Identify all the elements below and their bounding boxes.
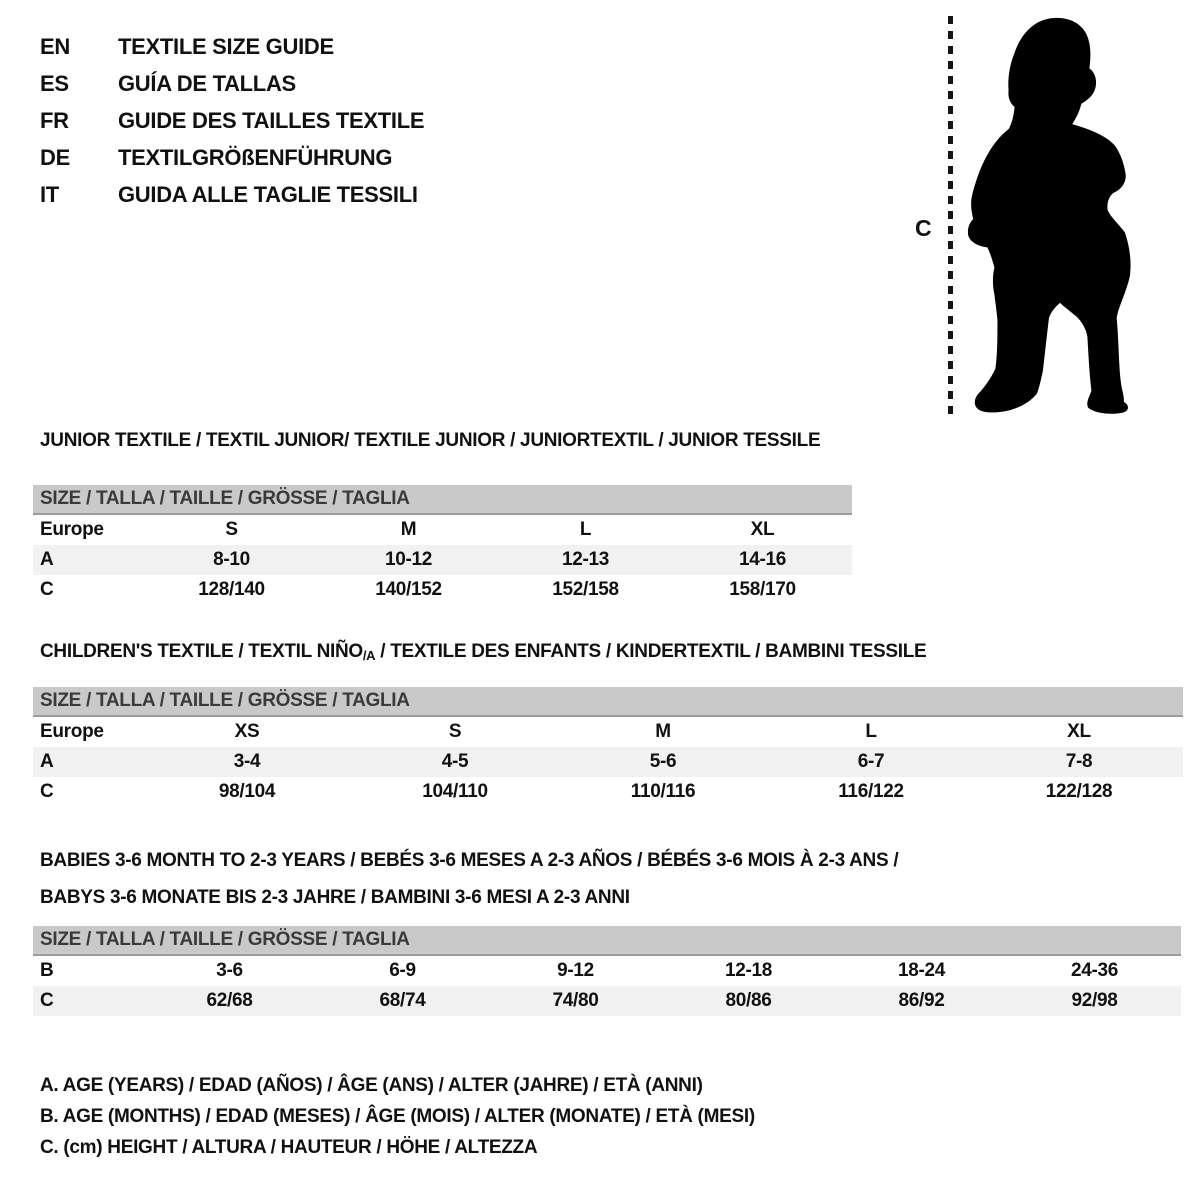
language-code: EN bbox=[40, 33, 70, 59]
table-row-height-cm bbox=[33, 986, 1181, 1016]
table-row-europe bbox=[33, 515, 852, 545]
height-cell: 104/110 bbox=[422, 781, 488, 802]
language-title: GUÍA DE TALLAS bbox=[118, 70, 296, 96]
children-table bbox=[33, 687, 1183, 807]
size-header-bar: SIZE / TALLA / TAILLE / GRÖSSE / TAGLIA bbox=[33, 485, 852, 515]
legend-age-months: B. AGE (MONTHS) / EDAD (MESES) / ÂGE (MOIS) / ALTER (MONATE) / ETÀ (MESI) bbox=[40, 1106, 755, 1127]
size-cell: XL bbox=[750, 519, 775, 540]
language-title: GUIDE DES TAILLES TEXTILE bbox=[118, 107, 425, 133]
size-cell: L bbox=[865, 721, 877, 742]
height-cell: 74/80 bbox=[552, 990, 599, 1011]
legend-age-years: A. AGE (YEARS) / EDAD (AÑOS) / ÂGE (ANS) / ALTER (JAHRE) / ETÀ (ANNI) bbox=[40, 1075, 703, 1096]
language-title: GUIDA ALLE TAGLIE TESSILI bbox=[118, 181, 418, 207]
height-cell: 140/152 bbox=[375, 579, 442, 600]
row-label: C bbox=[40, 579, 54, 600]
height-measure-label: C bbox=[915, 215, 932, 241]
size-cell: L bbox=[579, 519, 592, 540]
table-row-height-cm bbox=[33, 777, 1183, 807]
language-row-en bbox=[40, 28, 424, 65]
table-row-height-cm bbox=[33, 575, 852, 605]
language-row-fr bbox=[40, 102, 424, 139]
size-cell: S bbox=[448, 721, 462, 742]
height-cell: 116/122 bbox=[838, 781, 904, 802]
language-code: FR bbox=[40, 107, 69, 133]
height-cell: 98/104 bbox=[218, 781, 276, 802]
table-row-age-months bbox=[33, 956, 1181, 986]
language-code: DE bbox=[40, 144, 70, 170]
language-row-it bbox=[40, 176, 424, 213]
age-cell: 10-12 bbox=[384, 549, 433, 570]
row-label: Europe bbox=[40, 519, 104, 540]
babies-title-line1: BABIES 3-6 MONTH TO 2-3 YEARS / BEBÉS 3-6 MESES A 2-3 AÑOS / BÉBÉS 3-6 MOIS À 2-3 ANS / bbox=[40, 850, 899, 871]
size-cell: S bbox=[225, 519, 238, 540]
language-list bbox=[40, 28, 424, 213]
legend-height-cm: C. (cm) HEIGHT / ALTURA / HAUTEUR / HÖHE / ALTEZZA bbox=[40, 1137, 538, 1158]
height-cell: 122/128 bbox=[1045, 781, 1113, 802]
age-cell: 18-24 bbox=[897, 960, 946, 981]
babies-title-line2: BABYS 3-6 MONATE BIS 2-3 JAHRE / BAMBINI 3-6 MESI A 2-3 ANNI bbox=[40, 887, 630, 908]
age-cell: 6-7 bbox=[857, 751, 885, 772]
age-cell: 7-8 bbox=[1065, 751, 1093, 772]
legend bbox=[40, 1070, 755, 1163]
height-cell: 86/92 bbox=[898, 990, 945, 1011]
table-row-europe bbox=[33, 717, 1183, 747]
language-code: IT bbox=[40, 181, 59, 207]
age-cell: 24-36 bbox=[1070, 960, 1119, 981]
age-cell: 8-10 bbox=[213, 549, 250, 570]
height-cell: 110/116 bbox=[630, 781, 696, 802]
height-cell: 68/74 bbox=[379, 990, 426, 1011]
babies-table-title bbox=[40, 849, 898, 923]
age-cell: 5-6 bbox=[649, 751, 677, 772]
children-title-prefix: CHILDREN'S TEXTILE / TEXTIL NIÑO bbox=[40, 641, 363, 662]
size-cell: XS bbox=[234, 721, 260, 742]
children-title-subscript: /A bbox=[362, 648, 376, 663]
age-cell: 3-6 bbox=[216, 960, 243, 981]
language-row-de bbox=[40, 139, 424, 176]
height-cell: 92/98 bbox=[1071, 990, 1118, 1011]
age-cell: 9-12 bbox=[557, 960, 594, 981]
babies-table bbox=[33, 926, 1181, 1016]
height-cell: 62/68 bbox=[206, 990, 253, 1011]
height-measure-dashed-line bbox=[948, 16, 953, 418]
row-label: C bbox=[40, 990, 54, 1011]
size-header-bar: SIZE / TALLA / TAILLE / GRÖSSE / TAGLIA bbox=[33, 687, 1183, 717]
height-cell: 128/140 bbox=[198, 579, 265, 600]
junior-table bbox=[33, 485, 852, 605]
language-title: TEXTILE SIZE GUIDE bbox=[118, 33, 334, 59]
children-table-title bbox=[40, 641, 926, 663]
age-cell: 3-4 bbox=[233, 751, 261, 772]
height-cell: 158/170 bbox=[729, 579, 796, 600]
table-row-age-years bbox=[33, 747, 1183, 777]
table-row-age-years bbox=[33, 545, 852, 575]
row-label: A bbox=[40, 751, 54, 772]
toddler-silhouette-icon bbox=[966, 16, 1136, 416]
row-label: B bbox=[40, 960, 54, 981]
height-cell: 152/158 bbox=[552, 579, 619, 600]
row-label: A bbox=[40, 549, 54, 570]
size-header-bar: SIZE / TALLA / TAILLE / GRÖSSE / TAGLIA bbox=[33, 926, 1181, 956]
language-row-es bbox=[40, 65, 424, 102]
age-cell: 6-9 bbox=[389, 960, 416, 981]
age-cell: 14-16 bbox=[738, 549, 787, 570]
age-cell: 12-13 bbox=[561, 549, 610, 570]
size-cell: XL bbox=[1067, 721, 1091, 742]
language-title: TEXTILGRÖßENFÜHRUNG bbox=[118, 144, 393, 170]
height-cell: 80/86 bbox=[725, 990, 772, 1011]
junior-table-title: JUNIOR TEXTILE / TEXTIL JUNIOR/ TEXTILE JUNIOR / JUNIORTEXTIL / JUNIOR TESSILE bbox=[40, 430, 821, 451]
row-label: C bbox=[40, 781, 54, 802]
age-cell: 4-5 bbox=[441, 751, 469, 772]
language-code: ES bbox=[40, 70, 69, 96]
size-cell: M bbox=[400, 519, 417, 540]
children-title-suffix: / TEXTILE DES ENFANTS / KINDERTEXTIL / BAMBINI TESSILE bbox=[375, 641, 927, 662]
age-cell: 12-18 bbox=[724, 960, 773, 981]
row-label: Europe bbox=[40, 721, 104, 742]
size-cell: M bbox=[655, 721, 671, 742]
